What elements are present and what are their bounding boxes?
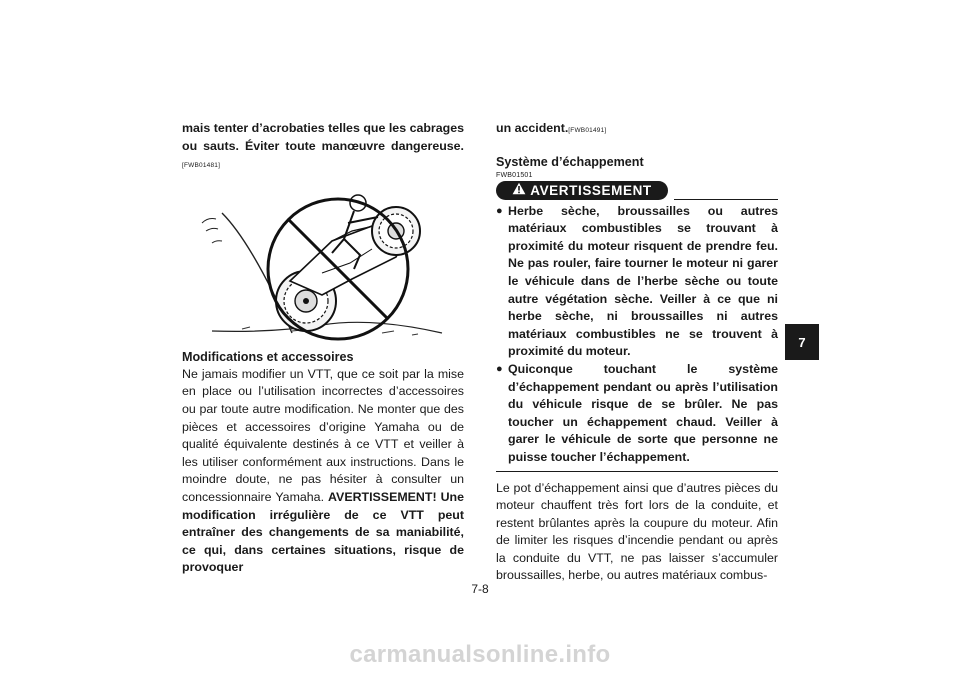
warning-label: AVERTISSEMENT xyxy=(530,182,652,198)
left-column xyxy=(182,120,464,577)
section-title-modifications: Modifications et accessoires xyxy=(182,349,354,364)
warning-code: [FWB01481] xyxy=(182,162,221,170)
continuation-text: un accident.[FWB01491] xyxy=(496,121,607,135)
warning-triangle-icon xyxy=(512,182,526,198)
exhaust-body: Le pot d’échappement ainsi que d’autres pièces du moteur chauffent très fort lors de la conduite, et restent brûlantes après la coupure du moteur. Afin de limiter les risques d’incendie pendant ou après la conduite du VTT, ne pas laisser s’accumuler broussailles, herbe, ou autres matériaux combus- xyxy=(496,480,778,583)
watermark: carmanualsonline.info xyxy=(349,641,611,668)
no-wheelie-atv-illustration xyxy=(182,183,464,343)
warning-code: [FWB01491] xyxy=(568,127,607,134)
page-number: 7-8 xyxy=(471,582,489,596)
modifications-body: Ne jamais modifier un VTT, que ce soit par la mise en place ou l’utilisation incorrectes d’accessoires ou par toute autre modification. Ne monter que des pièces et accessoires d’origine Yamaha ou de qualité équivalente destinés à ce VTT et veiller à les utiliser conformément aux instructions. Dans le moindre doute, ne pas hésiter à consulter un concessionnaire Yamaha. AVERTISSEMENT! Une modification irrégulière de ce VTT peut entraîner des changements de sa maniabilité, ce qui, dans certaines situations, risque de provoquer xyxy=(182,366,464,575)
warning-bullet-2: ● Quiconque touchant le système d’échappement pendant ou après l’utilisation du véhicule risque de se brûler. Ne pas toucher un échappement chaud. Veiller à garer le véhicule de sorte que personne ne puisse toucher l’échappement. xyxy=(496,361,778,467)
section-code: FWB01501 xyxy=(496,171,533,179)
warning-end-rule xyxy=(496,471,778,472)
warning-bullet-1: ● Herbe sèche, broussailles ou autres matériaux combustibles se trouvant à proximité du moteur risquent de prendre feu. Ne pas rouler, faire tourner le moteur ni garer le véhicule dans de l’herbe sèche ou toute autre végétation sèche. Veiller à ce que ni herbe sèche, ni broussailles ni autres matériaux combustibles ne se trouvent à proximité du moteur. xyxy=(496,203,778,361)
chapter-tab: 7 xyxy=(785,324,819,360)
section-title-exhaust: Système d’échappement xyxy=(496,154,644,169)
bullet-icon: ● xyxy=(496,362,503,375)
intro-warning-text: mais tenter d’acrobaties telles que les cabrages ou sauts. Éviter toute manœuvre dangereuse.[FWB01481] xyxy=(182,121,464,170)
right-column xyxy=(496,120,778,585)
bullet-icon: ● xyxy=(496,204,503,217)
warning-rule xyxy=(674,199,778,200)
warning-header xyxy=(496,181,778,203)
modifications-warning: AVERTISSEMENT! Une modification irrégulière de ce VTT peut entraîner des changements de sa maniabilité, ce qui, dans certaines situations, risque de provoquer xyxy=(182,489,464,575)
warning-badge xyxy=(496,181,668,200)
